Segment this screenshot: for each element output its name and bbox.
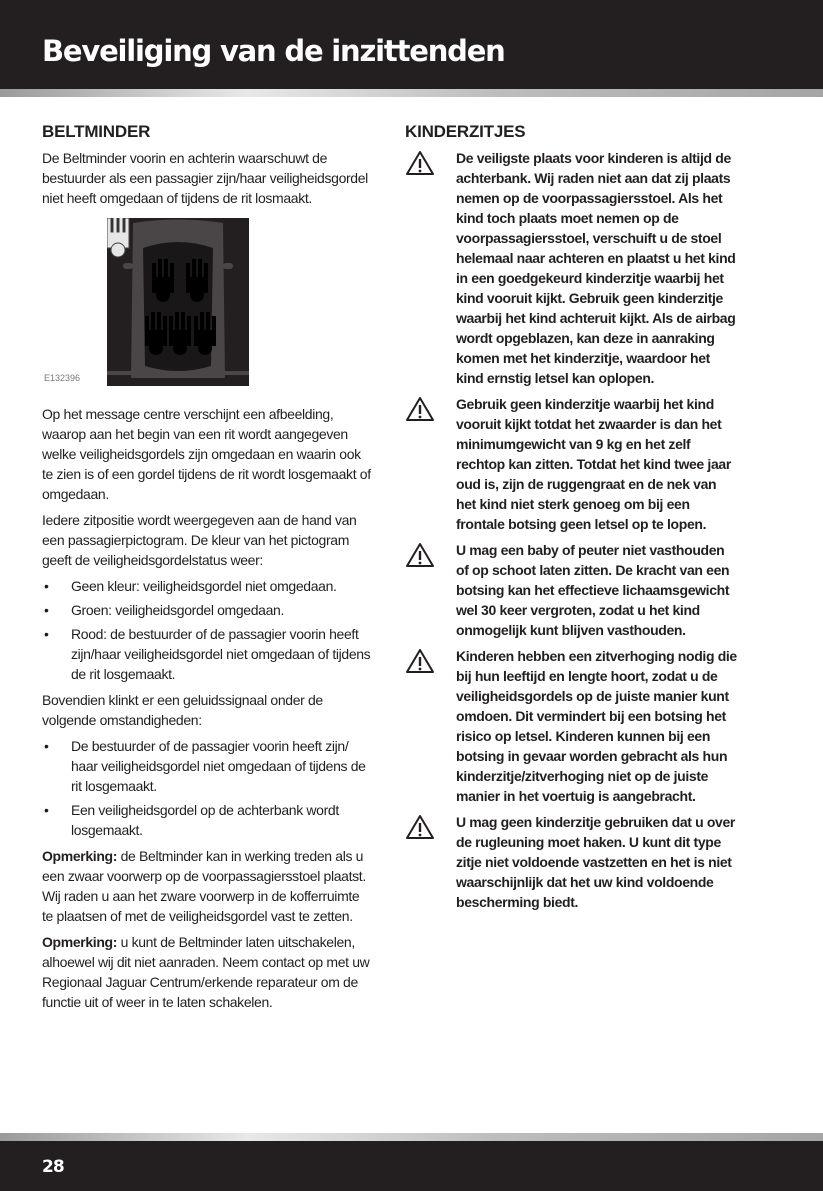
note [42, 932, 372, 1012]
list-item: • Rood: de bestuurder of de passagier voorin heeft zijn/haar veiligheidsgordel niet omgedaan of tijdens de rit losgemaakt. [42, 624, 372, 684]
warning-text: Gebruik geen kinderzitje waarbij het kind vooruit kijkt totdat het zwaarder is dan het minimumgewicht van 9 kg en het zelf rechtop kan zitten. Totdat het kind twee jaar oud is, zijn de ruggengraat en de nek van het kind niet sterk genoeg om bij een frontale botsing geen letsel op te lopen. [456, 396, 731, 532]
list-item: • De bestuurder of de passagier voorin heeft zijn/ haar veiligheidsgordel niet omgedaan of tijdens de rit losgemaakt. [42, 736, 372, 796]
page-header [0, 0, 823, 89]
warning-block [405, 148, 737, 388]
beltminder-section [42, 122, 372, 1018]
list-item: • Groen: veiligheidsgordel omgedaan. [42, 600, 372, 620]
header-divider [0, 89, 823, 97]
warning-block [405, 646, 737, 806]
paragraph: Bovendien klinkt er een geluidssignaal onder de volgende omstandigheden: [42, 692, 323, 728]
seat-occupancy-illustration [107, 218, 249, 386]
warning-icon [405, 540, 456, 640]
note-text: de Beltminder kan in werking treden als u een zwaar voorwerp op de voorpassagiersstoel plaatst. Wij raden u aan het zware voorwerp in de kofferruimte te plaatsen of met de veiligheidsgordel vast te zetten. [42, 848, 366, 924]
warning-text: De veiligste plaats voor kinderen is altijd de achterbank. Wij raden niet aan dat zij plaats nemen op de voorpassagiersstoel. Als het kind toch plaats moet nemen op de voorpassagiersstoel, verschuift u de stoel helemaal naar achteren en plaatst u het kind in een goedgekeurd kinderzitje waarbij het kind vooruit kijkt. Gebruik geen kinderzitje waarbij het kind achteruit kijkt. Als de airbag wordt opgeblazen, kan deze in aanraking komen met het kinderzitje, waardoor het kind ernstig letsel kan oplopen. [456, 150, 736, 386]
note-text: u kunt de Beltminder laten uitschakelen, alhoewel wij dit niet aanraden. Neem contact op met uw Regionaal Jaguar Centrum/erkende reparateur om de functie uit of weer in te laten schakelen. [42, 934, 370, 1010]
warning-text: Kinderen hebben een zitverhoging nodig die bij hun leeftijd en lengte hoort, zodat u de veiligheidsgordels op de juiste manier kunt omdoen. Dit vermindert bij een botsing het risico op letsel. Kinderen kunnen bij een botsing in gevaar worden gebracht als hun kinderzitje/zitverhoging niet op de juiste manier in het voertuig is aangebracht. [456, 648, 737, 804]
warning-icon [405, 148, 456, 388]
section-heading: KINDERZITJES [405, 122, 526, 141]
note [42, 846, 372, 926]
note-label: Opmerking: [42, 934, 118, 950]
warning-text: U mag geen kinderzitje gebruiken dat u over de rugleuning moet haken. U kunt dit type zitje niet voldoende vastzetten en het is niet waarschijnlijk dat het uw kind voldoende bescherming biedt. [456, 814, 736, 910]
warning-block [405, 394, 737, 534]
warning-block [405, 540, 737, 640]
warning-icon [405, 812, 456, 912]
status-list [42, 576, 372, 684]
warning-block [405, 812, 737, 912]
page-title: Beveiliging van de inzittenden [42, 34, 505, 68]
list-item: • Geen kleur: veiligheidsgordel niet omgedaan. [42, 576, 372, 596]
paragraph: Op het message centre verschijnt een afbeelding, waarop aan het begin van een rit wordt aangegeven welke veiligheidsgordels zijn omgedaan en waarin ook te zien is of een gordel tijdens de rit wordt losgemaakt of omgedaan. [42, 406, 371, 502]
warning-text: U mag een baby of peuter niet vasthouden of op schoot laten zitten. De kracht van een botsing kan het effectieve lichaamsgewicht wel 30 keer vergroten, zodat u het kind onmogelijk kunt blijven vasthouden. [456, 542, 730, 638]
kinderzitjes-section [405, 122, 737, 918]
page-number: 28 [42, 1157, 64, 1177]
footer-divider [0, 1133, 823, 1141]
signal-list [42, 736, 372, 840]
beltminder-figure [42, 218, 372, 388]
figure-code: E132396 [44, 373, 81, 383]
paragraph: De Beltminder voorin en achterin waarschuwt de bestuurder als een passagier zijn/haar veiligheidsgordel niet heeft omgedaan of tijdens de rit losmaakt. [42, 150, 368, 206]
list-item: • Een veiligheidsgordel op de achterbank wordt losgemaakt. [42, 800, 372, 840]
section-heading: BELTMINDER [42, 122, 151, 141]
warning-icon [405, 646, 456, 806]
note-label: Opmerking: [42, 848, 118, 864]
paragraph: Iedere zitpositie wordt weergegeven aan de hand van een passagierpictogram. De kleur van het pictogram geeft de veiligheidsgordelstatus weer: [42, 512, 357, 568]
warning-icon [405, 394, 456, 534]
page-footer [0, 1141, 823, 1191]
